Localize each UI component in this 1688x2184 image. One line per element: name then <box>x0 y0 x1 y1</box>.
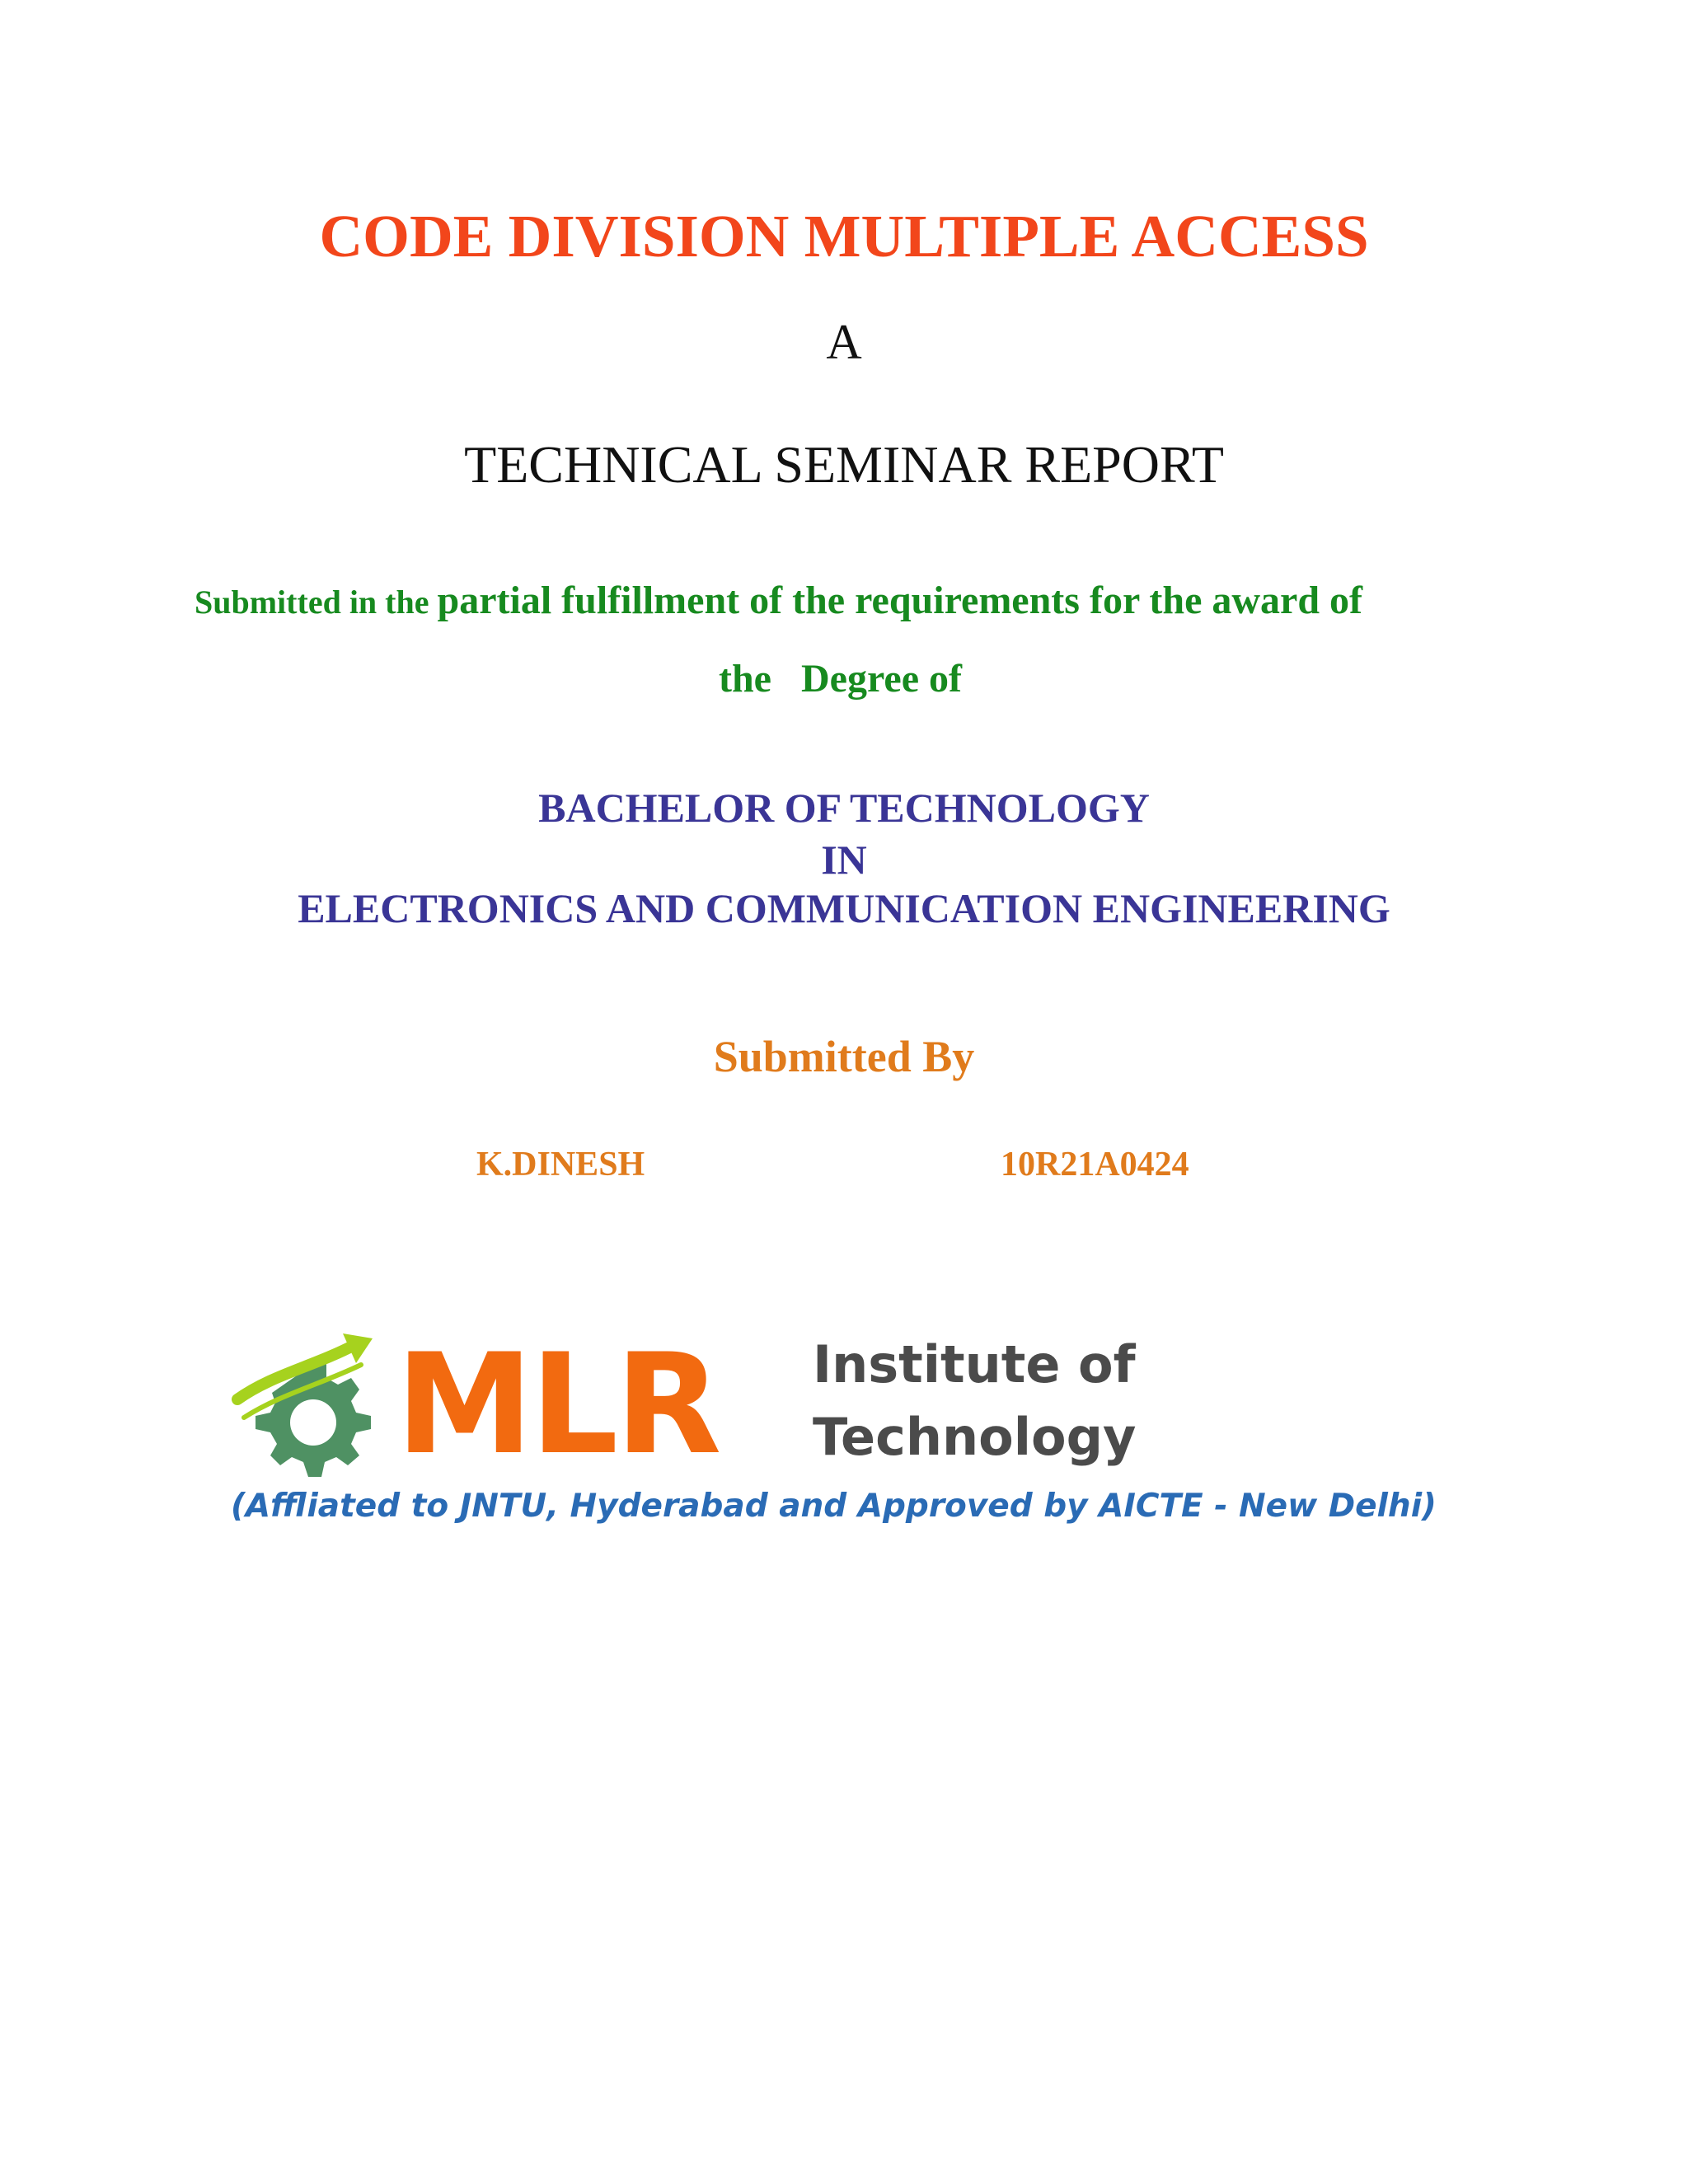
gear-with-arrow-icon <box>223 1327 387 1492</box>
degree-branch: ELECTRONICS AND COMMUNICATION ENGINEERING <box>298 885 1390 931</box>
student-roll-number: 10R21A0424 <box>1001 1146 1189 1183</box>
submission-statement-part2: partial fulfillment of the requirements for the award of <box>437 579 1363 622</box>
degree-name: BACHELOR OF TECHNOLOGY <box>538 785 1150 831</box>
submitted-by-label: Submitted By <box>713 1032 975 1081</box>
submission-statement-line2: the Degree of <box>719 657 962 701</box>
institute-logo <box>223 1324 1475 1549</box>
report-type: TECHNICAL SEMINAR REPORT <box>464 435 1224 494</box>
student-name: K.DINESH <box>476 1146 645 1183</box>
degree-connector: IN <box>821 837 867 883</box>
logo-affiliation: (Affliated to JNTU, Hyderabad and Approved by AICTE - New Delhi) <box>231 1488 1437 1525</box>
logo-institute-line1: Institute of <box>813 1334 1136 1394</box>
submission-statement <box>195 581 1362 621</box>
logo-institute-line2: Technology <box>813 1407 1137 1467</box>
submission-statement-part1: Submitted in the <box>195 583 438 621</box>
logo-wordmark: MLR <box>396 1324 719 1485</box>
report-title: CODE DIVISION MULTIPLE ACCESS <box>319 203 1369 269</box>
article-a: A <box>826 315 862 369</box>
